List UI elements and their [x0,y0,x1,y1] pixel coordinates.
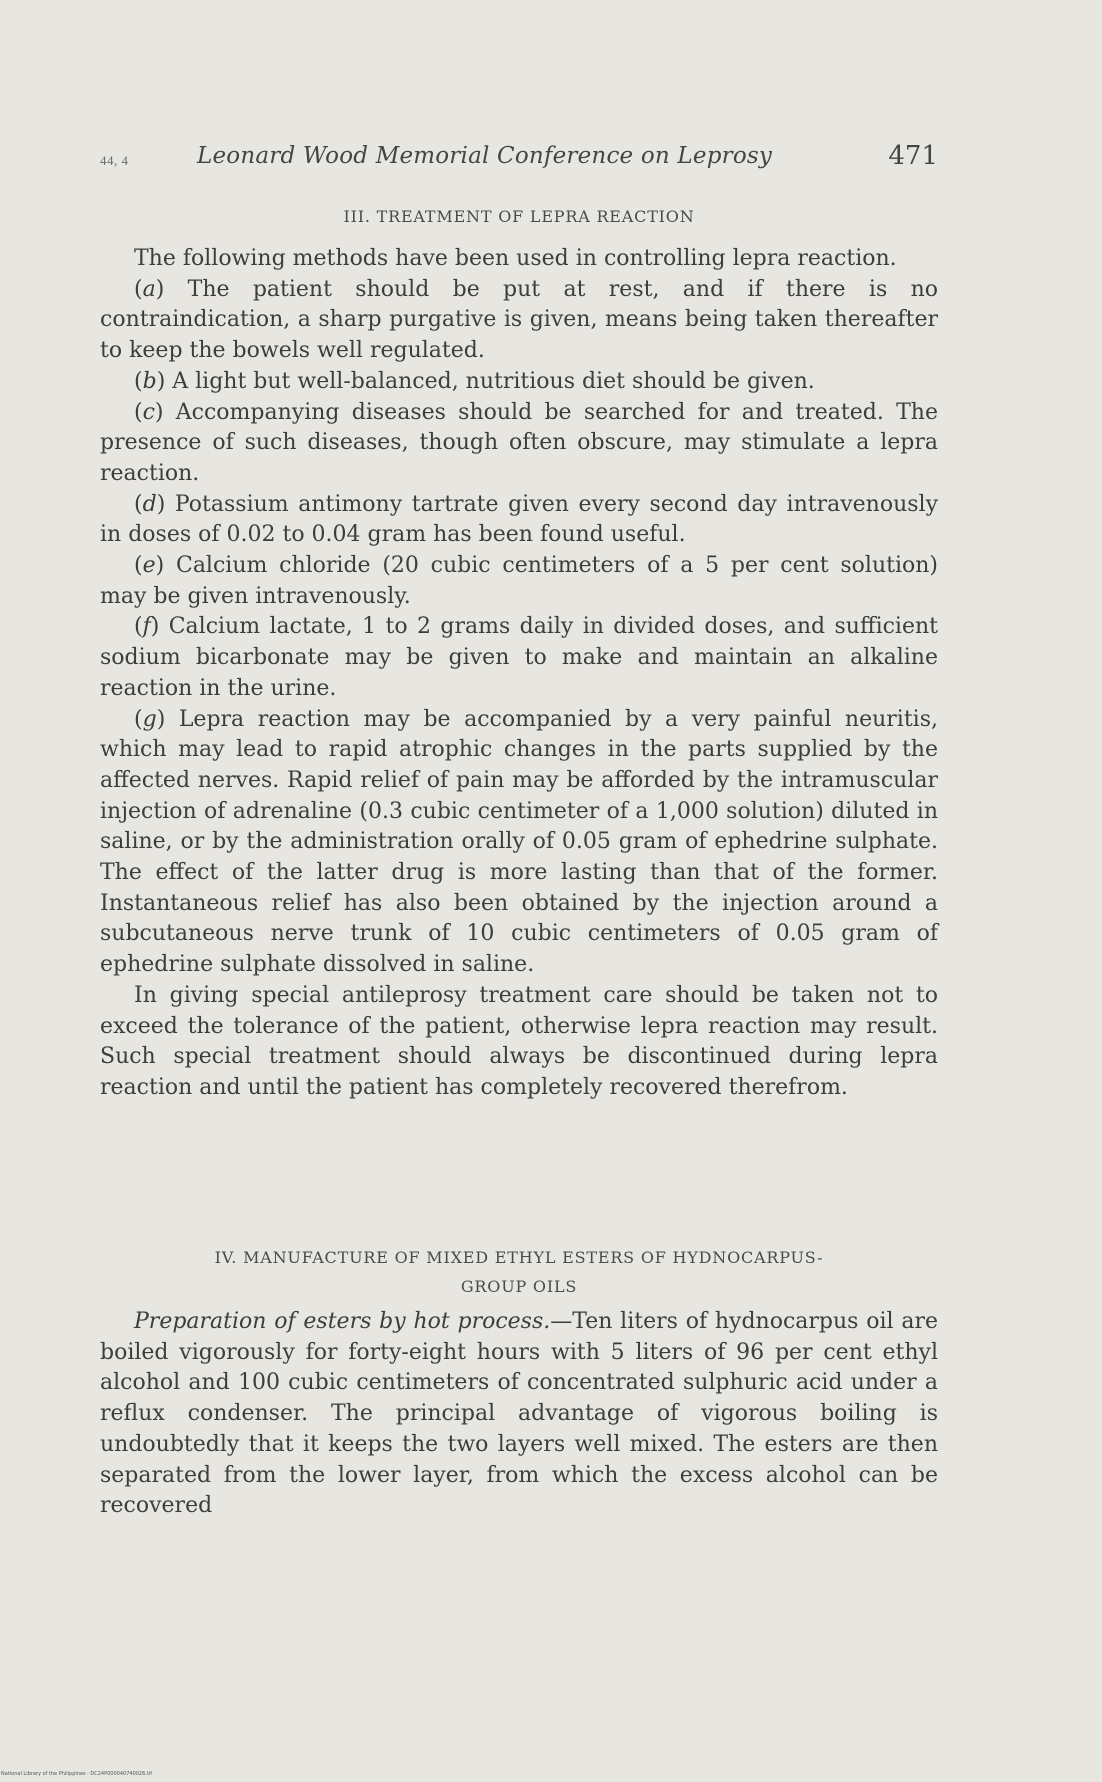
item-marker: e [142,553,156,579]
item-text: Calcium lactate, 1 to 2 grams daily in divided doses, and sufficient sodium bicarbonate may be given to make and maintain an alkaline reaction in the urine. [100,614,938,701]
section-heading-treatment: III. TREATMENT OF LEPRA REACTION [343,207,695,226]
item-marker: g [142,706,157,732]
page-number: 471 [888,141,938,171]
section-heading-manufacture [100,1243,938,1301]
item-paragraph: (e) Calcium chloride (20 cubic centimeters of a 5 per cent solution) may be given intravenously. [100,553,938,609]
section-body-treatment [100,244,938,1104]
item-marker: b [142,368,157,394]
item-text: A light but well-balanced, nutritious diet should be given. [172,368,815,394]
em-dash: — [550,1309,573,1334]
item-text: Lepra reaction may be accompanied by a very painful neuritis, which may lead to rapid atrophic changes in the parts supplied by the affected nerves. Rapid relief of pain may be afforded by the intramuscular injection of adrenaline (0.3 cubic centimeter of a 1,000 solution) diluted in saline, or by the administration orally of 0.05 gram of ephedrine sulphate. The effect of the latter drug is more lasting than that of the former. Instantaneous relief has also been obtained by the injection around a subcutaneous nerve trunk of 10 cubic centimeters of 0.05 gram of ephedrine sulphate dissolved in saline. [100,706,938,978]
heading-line: IV. MANUFACTURE OF MIXED ETHYL ESTERS OF HYDNOCARPUS- [214,1248,824,1267]
page-header [100,143,938,177]
running-title: Leonard Wood Memorial Conference on Leprosy [197,143,773,169]
item-paragraph: (a) The patient should be put at rest, and if there is no contraindication, a sharp purgative is given, means being taken thereafter to keep the bowels well regulated. [100,276,938,364]
heading-line: GROUP OILS [460,1277,578,1296]
scan-credit: National Library of the Philippines · DC24P000040740026.tif [1,1771,152,1777]
item-text: Calcium chloride (20 cubic centimeters of a 5 per cent solution) may be given intravenously. [100,553,938,609]
item-paragraph: (d) Potassium antimony tartrate given every second day intravenously in doses of 0.02 to 0.04 gram has been found useful. [100,491,938,548]
item-text: Potassium antimony tartrate given every second day intravenously in doses of 0.02 to 0.04 gram has been found useful. [100,491,938,548]
intro-paragraph: The following methods have been used in controlling lepra reaction. [134,246,897,271]
item-text: Accompanying diseases should be searched for and treated. The presence of such diseases, though often obscure, may stimulate a lepra reaction. [100,399,938,486]
item-marker: d [142,491,157,517]
item-marker: f [142,614,151,640]
preparation-lead: Preparation of esters by hot process. [134,1309,551,1334]
item-paragraph: (f) Calcium lactate, 1 to 2 grams daily in divided doses, and sufficient sodium bicarbonate may be given to make and maintain an alkaline reaction in the urine. [100,614,938,701]
item-marker: a [142,276,156,302]
item-paragraph: (b) A light but well-balanced, nutritious diet should be given. [134,368,815,394]
item-paragraph: (g) Lepra reaction may be accompanied by a very painful neuritis, which may lead to rapid atrophic changes in the parts supplied by the affected nerves. Rapid relief of pain may be afforded by the intramuscular injection of adrenaline (0.3 cubic centimeter of a 1,000 solution) diluted in saline, or by the administration orally of 0.05 gram of ephedrine sulphate. The effect of the latter drug is more lasting than that of the former. Instantaneous relief has also been obtained by the injection around a subcutaneous nerve trunk of 10 cubic centimeters of 0.05 gram of ephedrine sulphate dissolved in saline. [100,706,938,978]
volume-number: 44, 4 [100,153,129,168]
preparation-paragraph [100,1307,938,1522]
item-text: The patient should be put at rest, and if there is no contraindication, a sharp purgative is given, means being taken thereafter to keep the bowels well regulated. [100,276,938,364]
closing-paragraph: In giving special antileprosy treatment care should be taken not to exceed the tolerance of the patient, otherwise lepra reaction may result. Such special treatment should always be discontinued during lepra reaction and until the patient has completely recovered therefrom. [100,982,938,1100]
preparation-text: Ten liters of hydnocarpus oil are boiled vigorously for forty-eight hours with 5 liters of 96 per cent ethyl alcohol and 100 cubic centimeters of concentrated sulphuric acid under a reflux condenser. The principal advantage of vigorous boiling is undoubtedly that it keeps the two layers well mixed. The esters are then separated from the lower layer, from which the excess alcohol can be recovered [100,1309,938,1519]
item-marker: c [142,399,155,425]
item-paragraph: (c) Accompanying diseases should be searched for and treated. The presence of such diseases, though often obscure, may stimulate a lepra reaction. [100,399,938,486]
section-body-manufacture [100,1307,938,1522]
